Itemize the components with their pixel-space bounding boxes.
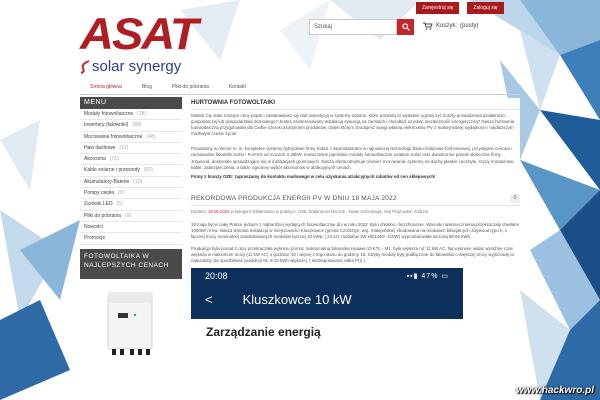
post-header (191, 192, 520, 206)
cart-status: (pusty) (460, 23, 479, 29)
sidebar-item-files[interactable]: Pliki do pobrania (0) (80, 211, 182, 222)
category-list (80, 109, 182, 245)
sidebar-item-batteries[interactable]: Akumulatory-Baterie (10) (80, 177, 182, 188)
comment-count-badge[interactable]: 0 (510, 194, 520, 203)
search-bar (309, 19, 414, 35)
logo-tagline: solar synergy (92, 58, 182, 75)
sidebar-item-led[interactable]: Zarówki LED (5) (80, 199, 182, 210)
cart-widget[interactable] (423, 22, 478, 30)
promo-product-image[interactable] (80, 279, 182, 361)
phone-app-bar (191, 283, 463, 315)
sidebar-item-accessories[interactable]: Akcesoria (71) (80, 154, 182, 165)
post-paragraph-2: Produkcja była ponad 2 razy przekraczała wykresu pomoc maksymalną falownika Huawei 10 KTL - M1. była większa niż 11 kW AC. Na wykresie widać wyraźnie czas większa w maksimum mocy (11 kW AC) o godzinie 10 i więcej z tego stanu do godziny 15. Gdyby moduły były podłączone do falownika o większej mocy wyjściowej to należałoby się spodziewać produkcji ok. 8-10 kWh większej. ( ekstrapolowana całka P(t) ). (191, 246, 515, 264)
search-icon (402, 23, 410, 31)
post-paragraph-1: 18 maja był w całej Polsce jednym z najbardziej wydajnych fotowoltaicznie dni w roku 2022. Bylo chłodno i bezchmurnie. Warunki nasłonecznienia przekraczały chwilami 1000W/ m kw. Nasza testowa instalacja w miejscowości Kluszkowce (gmina Czorsztyn, woj. małopolskie) zbudowana na modułach bifacjalnych Jolywood typu n, o łącznej mocy nominalnej zainstalowanych modułów łącznej 10 kWp. ( 24 szt. modułów JW HD144N- 410W) wyprodukowała wczoraj 98,66 kWh. (191, 221, 519, 240)
intro-paragraph: Mattek Cię stale rosnące ceny prądu i zastanawiasz się nad inwestycją w systemy solarne, które pozwolą Ci wydatnie ograniczyć koszty prowadzenia działalności gospodarczej lub gospodarstwa domowego? Jesteś zainteresowany instalacją sytuacją na ziemiach i chciałbyś uzyskać niezależność energetyczną? Nasza hurtownia fotowoltaiczna przygotowała dla Ciebie szeroki asortyment produktów, dzięki którym zbudujesz swoją własną elektrownię PV o maksymalnej wydajności i najdłuższym możliwym czasie życia! (191, 113, 515, 137)
sidebar-item-mounting[interactable]: Mocowania fotowoltaiczne (48) (80, 132, 182, 143)
cart-label: Koszyk: (436, 23, 458, 29)
nav-divider (80, 94, 520, 95)
battery-icon: ▭ (441, 272, 449, 280)
sidebar (80, 97, 182, 361)
promo-title: FOTOWOLTAIKA W NAJLEPSZYCH CENACH (80, 249, 182, 279)
watermark: www.hackwro.pl (516, 385, 594, 396)
sidebar-item-inverters[interactable]: Inwertery (falowniki) (89) (80, 120, 182, 131)
login-button[interactable]: Zaloguj się (467, 2, 503, 14)
nav-downloads[interactable]: Pliki do pobrania (171, 84, 209, 90)
logo-brand: ASAT (80, 8, 197, 59)
inverter-illustration (80, 279, 182, 361)
phone-time: 20:08 (205, 270, 228, 281)
page-title: HURTOWNIA FOTOWOLTAIKI (191, 98, 520, 110)
sidebar-item-cables[interactable]: Kable solarne i przewody (52) (80, 165, 182, 176)
offer-paragraph: Posiadamy w ofercie m. in. kompletne systemy hybrydowe firmy SolaX z akumulatorami w najnowszej technologii litowo-żelazowo-fosforanowej, przystępne cenowo i niezawodne falowniki Sofar i ForeSS od mocach 3-25kW, nowoczesne japońskie moduły fotowoltaiczne Leapton Solar oraz dwustronne panele słoneczne firmy Jolywood, doskonale sprawdzające się w instalacjach gruntowych. Nasza oferta obejmuje również mocowania: systemy na dachy płaskie i pochyłe, szyny montażowe, kable, zabezpieczenia, a także ogromny wybór akcesoriów w atrakcyjnych cenach. (191, 146, 515, 170)
phone-battery: 47% (421, 272, 439, 280)
sidebar-title: MENU (80, 97, 182, 109)
b2b-paragraph: Firmy z branży OZE: zapraszamy do kontaktu mailowego w celu uzyskania atrakcyjnych rabatów od cen sklepowych! (191, 173, 436, 179)
post-author[interactable]: Andrzej (413, 208, 429, 214)
search-input[interactable]: Szukaj (309, 19, 397, 35)
back-arrow-icon[interactable]: < (205, 291, 213, 307)
post-date: 18-05-2022 (208, 208, 230, 214)
phone-plant-title: Kluszkowce 10 kW (242, 291, 352, 307)
phone-energy-section: Zarządzanie energią (191, 319, 463, 364)
sidebar-item-heat-pumps[interactable]: Pompy ciepła (0) (80, 188, 182, 199)
signal-icon: ▪▪▮ (406, 272, 419, 280)
post-meta: Dodano: 18-05-2022 w kategorii: Elektrownia w praktyce, OZE, badania techniczne , Nowe technologie, Mój Prąd autor: Andrzej (191, 208, 429, 214)
cart-icon (423, 22, 433, 30)
phone-screenshot (191, 268, 463, 364)
swoosh-icon (80, 60, 90, 74)
sidebar-item-new[interactable]: Nowości (80, 222, 182, 233)
nav-contact[interactable]: Kontakt (228, 84, 246, 90)
main-content (191, 98, 520, 364)
post-categories[interactable]: Elektrownia w praktyce, OZE, badania techniczne , Nowe technologie, Mój Prąd (252, 208, 402, 214)
site-logo[interactable] (80, 8, 197, 82)
main-nav (80, 82, 256, 94)
post-title[interactable]: REKORDOWA PRODUKCJA ENERGII PV W DNIU 18 MAJA 2022 (191, 194, 397, 202)
nav-home[interactable]: Strona główna (90, 84, 122, 90)
search-button[interactable] (397, 19, 414, 35)
register-button[interactable]: Zarejestruj się (416, 2, 459, 14)
phone-status-icons (407, 272, 449, 280)
sidebar-item-promotions[interactable]: Promocje (80, 233, 182, 244)
nav-blog[interactable]: Blog (141, 84, 152, 90)
sidebar-item-roof-hooks[interactable]: Haki dachowe (12) (80, 143, 182, 154)
auth-buttons (416, 2, 504, 14)
sidebar-item-modules[interactable]: Moduły fotowoltaiczne (18) (80, 109, 182, 120)
phone-status-bar (191, 268, 463, 283)
